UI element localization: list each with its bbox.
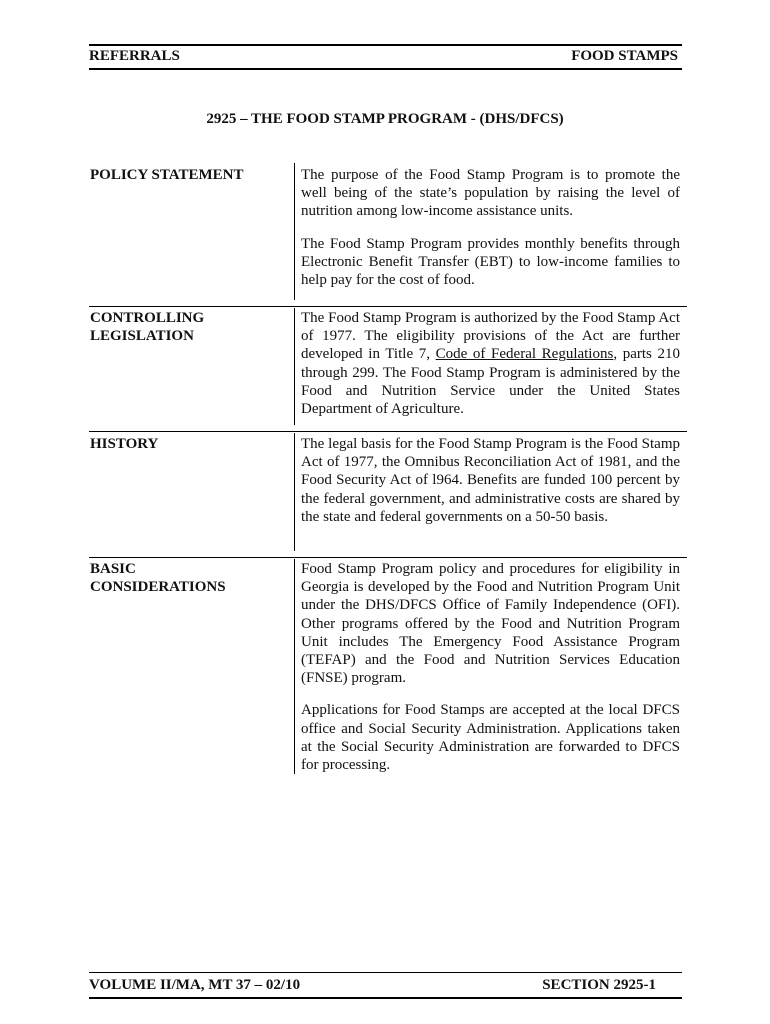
legislation-label-line-2: LEGISLATION [90, 328, 194, 344]
footer-section: SECTION 2925-1 [542, 977, 656, 993]
cfr-reference: Code of Federal Regulations [435, 346, 614, 363]
section-label-history: HISTORY [90, 436, 159, 452]
section-label-basic [90, 560, 280, 596]
section-body-legislation [301, 309, 680, 432]
page-title: 2925 – THE FOOD STAMP PROGRAM - (DHS/DFCS) [206, 111, 564, 127]
section-body-policy [301, 166, 680, 303]
section-label-legislation [90, 309, 280, 345]
running-header [89, 44, 682, 70]
header-program: FOOD STAMPS [571, 48, 678, 64]
section-body-basic [301, 560, 680, 788]
column-divider-basic [294, 559, 295, 774]
column-divider-history [294, 433, 295, 551]
running-footer [89, 972, 682, 999]
basic-paragraph-2: Applications for Food Stamps are accepted at the local DFCS office and Social Security Administration. Applications taken at the Social Security Administration are forwarded to DFCS for processing. [301, 702, 680, 774]
history-paragraph-1: The legal basis for the Food Stamp Program is the Food Stamp Act of 1977, the Omnibus Reconciliation Act of 1981, and the Food Security Act of l964. Benefits are funded 100 percent by the federal government, and administrative costs are shared by the state and federal governments on a 50-50 basis. [301, 436, 680, 525]
section-body-history [301, 435, 680, 540]
header-chapter: REFERRALS [89, 48, 180, 64]
legislation-text-a: The Food Stamp Program is authorized by the Food Stamp Act of 1977. The eligibility provisions of the Act are further developed in Title 7, [301, 310, 680, 363]
section-label-policy: POLICY STATEMENT [90, 167, 244, 183]
footer-volume: VOLUME II/MA, MT 37 – 02/10 [89, 977, 301, 993]
legislation-paragraph-1 [301, 309, 680, 418]
policy-paragraph-2: The Food Stamp Program provides monthly benefits through Electronic Benefit Transfer (EBT) to low-income families to help pay for the cost of food. [301, 235, 680, 289]
legislation-text-b: , parts 210 through 299. The Food Stamp Program is administered by the Food and Nutrition Service under the United States Department of Agriculture. [301, 346, 680, 418]
column-divider-policy [294, 163, 295, 300]
section-rule [89, 557, 687, 558]
basic-label-line-1: BASIC [90, 561, 136, 577]
policy-paragraph-1: The purpose of the Food Stamp Program is to promote the well being of the state’s population by raising the level of nutrition among low-income assistance units. [301, 167, 680, 220]
legislation-label-line-1: CONTROLLING [90, 310, 205, 326]
basic-label-line-2: CONSIDERATIONS [90, 579, 226, 595]
basic-paragraph-1: Food Stamp Program policy and procedures for eligibility in Georgia is developed by the Food and Nutrition Program Unit under the DHS/DFCS Office of Family Independence (OFI). Other programs offered by the Food and Nutrition Program Unit includes The Emergency Food Assistance Program (TEFAP) and the Food and Nutrition Services Education (FNSE) program. [301, 561, 680, 687]
section-rule [89, 306, 687, 307]
column-divider-legislation [294, 308, 295, 425]
